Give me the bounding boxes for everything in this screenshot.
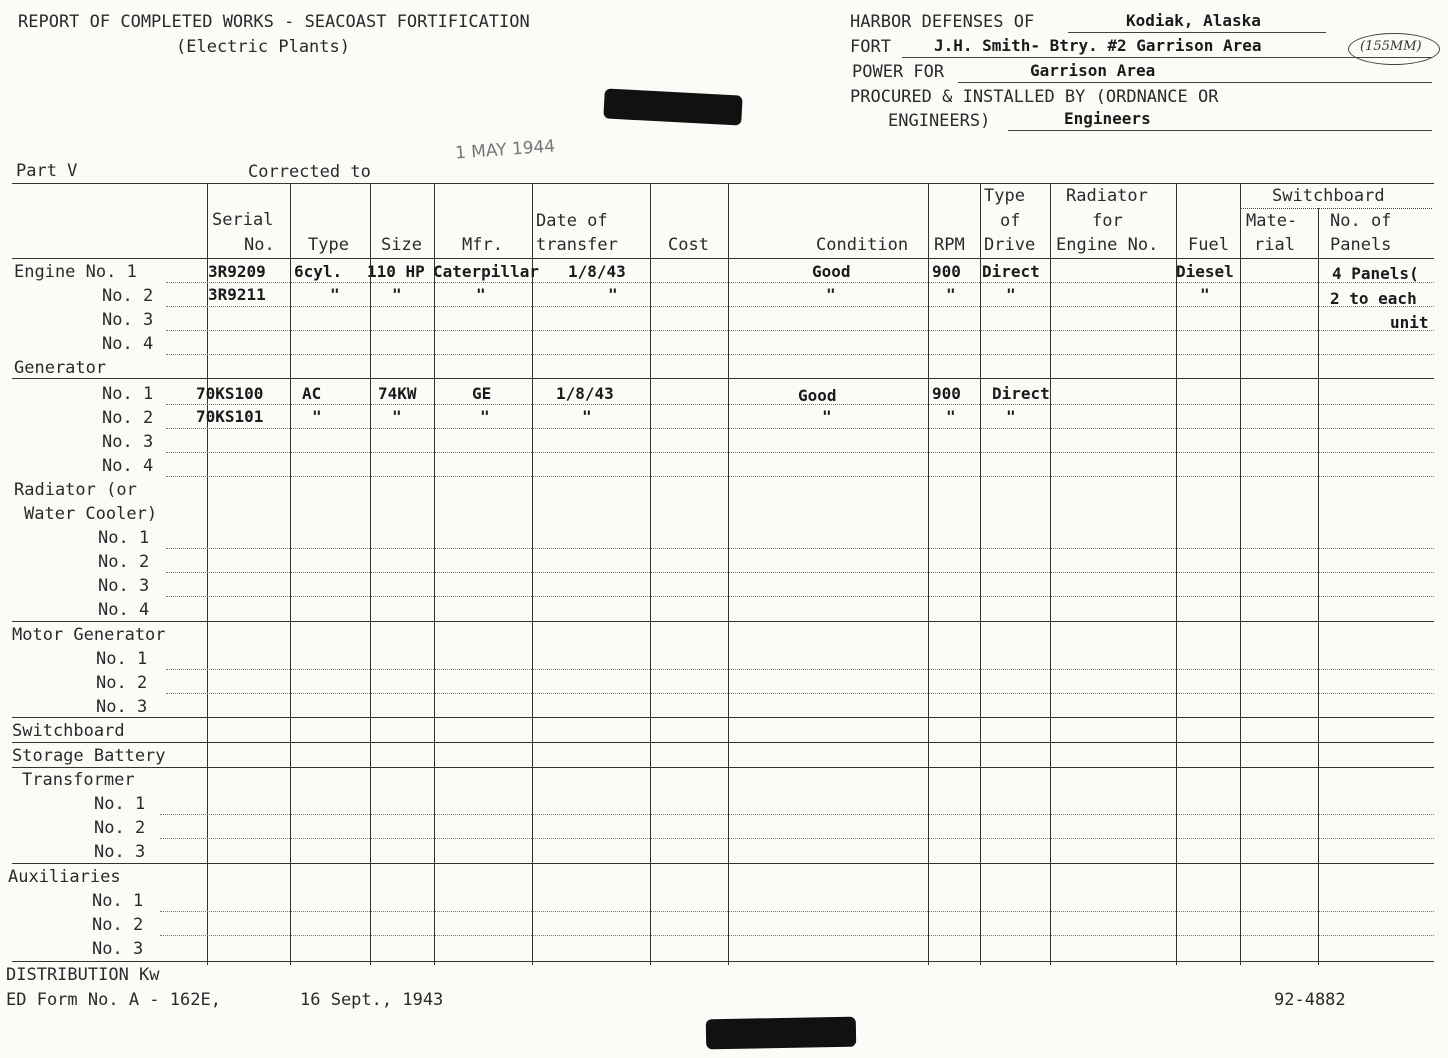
- header-serial-no: No.: [244, 235, 275, 255]
- document-number: 92-4882: [1274, 990, 1346, 1010]
- section-divider: [12, 621, 1434, 622]
- harbor-label: HARBOR DEFENSES OF: [850, 12, 1035, 32]
- header-drive-3: Drive: [984, 235, 1036, 255]
- section-divider: [12, 717, 1434, 718]
- ditto-mark: ": [582, 407, 592, 426]
- ditto-mark: ": [946, 407, 956, 426]
- row-motor-generator: Motor Generator: [12, 625, 166, 645]
- procured-label-2: ENGINEERS): [888, 111, 991, 131]
- section-divider: [12, 863, 1434, 864]
- col-cost-divider: [650, 183, 651, 965]
- row-switchboard: Switchboard: [12, 721, 125, 741]
- date-stamp: 1 MAY 1944: [454, 136, 556, 164]
- row-gen-1: No. 1: [102, 384, 154, 404]
- header-panels-1: No. of: [1330, 211, 1392, 231]
- row-engine-4: No. 4: [102, 334, 154, 354]
- col-drive-divider: [980, 183, 981, 965]
- row-gen-3: No. 3: [102, 432, 154, 452]
- report-title: REPORT OF COMPLETED WORKS - SEACOAST FORTIFICATION: [18, 12, 530, 32]
- row-transformer: Transformer: [22, 770, 135, 790]
- gen1-size: 74KW: [378, 384, 417, 403]
- header-radiator-1: Radiator: [1066, 186, 1148, 206]
- engine-panels-3: unit: [1390, 313, 1429, 332]
- gen1-type: AC: [302, 384, 322, 403]
- gen2-serial: 70KS101: [196, 407, 264, 426]
- engine1-type: 6cyl.: [294, 262, 343, 281]
- report-subtitle: (Electric Plants): [176, 37, 350, 57]
- header-cost: Cost: [668, 235, 709, 255]
- header-type: Type: [308, 235, 349, 255]
- header-switchboard: Switchboard: [1272, 186, 1385, 206]
- fort-annotation: (155MM): [1360, 39, 1422, 54]
- engine1-drive: Direct: [982, 262, 1040, 281]
- procured-underline: [1008, 130, 1432, 131]
- row-rad-1: No. 1: [98, 528, 150, 548]
- power-label: POWER FOR: [852, 62, 945, 82]
- header-mfr: Mfr.: [462, 235, 503, 255]
- row-aux-3: No. 3: [92, 939, 144, 959]
- header-material-2: rial: [1254, 235, 1295, 255]
- col-fuel-divider: [1176, 183, 1177, 965]
- switchboard-subheader-line: [1240, 208, 1432, 209]
- row-gen-2: No. 2: [102, 408, 154, 428]
- part-label: Part V: [16, 161, 78, 181]
- form-date: 16 Sept., 1943: [300, 990, 444, 1010]
- col-panels-divider: [1318, 208, 1319, 965]
- gen1-serial: 70KS100: [196, 384, 264, 403]
- ditto-mark: ": [1006, 285, 1016, 304]
- row-generator: Generator: [14, 358, 107, 378]
- ditto-mark: ": [1200, 285, 1210, 304]
- dotline: [160, 838, 1434, 839]
- engine1-condition: Good: [812, 262, 851, 281]
- gen1-rpm: 900: [932, 384, 961, 403]
- section-divider: [12, 378, 1434, 379]
- row-mg-1: No. 1: [96, 649, 148, 669]
- ditto-mark: ": [476, 285, 486, 304]
- fort-underline: [902, 57, 1432, 58]
- classification-redaction-top: [603, 88, 742, 125]
- engine1-mfr: Caterpillar: [433, 262, 539, 281]
- row-tr-2: No. 2: [94, 818, 146, 838]
- row-storage-battery: Storage Battery: [12, 746, 166, 766]
- dotline: [166, 330, 1434, 331]
- engine1-size: 110 HP: [367, 262, 425, 281]
- header-material-1: Mate-: [1246, 211, 1298, 231]
- dotline: [166, 306, 1434, 307]
- col-date-divider: [532, 183, 533, 965]
- engine1-fuel: Diesel: [1176, 262, 1234, 281]
- dotline: [160, 911, 1434, 912]
- row-gen-4: No. 4: [102, 456, 154, 476]
- dotline: [160, 814, 1434, 815]
- ditto-mark: ": [946, 285, 956, 304]
- dotline: [166, 572, 1434, 573]
- header-size: Size: [381, 235, 422, 255]
- gen1-condition: Good: [798, 386, 837, 405]
- row-auxiliaries: Auxiliaries: [8, 867, 121, 887]
- col-condition-divider: [728, 183, 729, 965]
- row-mg-2: No. 2: [96, 673, 148, 693]
- header-drive-1: Type: [984, 186, 1025, 206]
- row-engine-2: No. 2: [102, 286, 154, 306]
- gen1-drive: Direct: [992, 384, 1050, 403]
- harbor-value: Kodiak, Alaska: [1126, 11, 1261, 30]
- fort-value: J.H. Smith- Btry. #2 Garrison Area: [934, 36, 1262, 55]
- procured-value: Engineers: [1064, 109, 1151, 128]
- dotline: [166, 428, 1434, 429]
- row-mg-3: No. 3: [96, 697, 148, 717]
- dotline: [166, 476, 1434, 477]
- section-divider: [12, 742, 1434, 743]
- engine-panels-1: 4 Panels(: [1332, 264, 1419, 283]
- header-fuel: Fuel: [1188, 235, 1229, 255]
- row-rad-2: No. 2: [98, 552, 150, 572]
- section-divider: [12, 767, 1434, 768]
- row-radiator-2: Water Cooler): [24, 504, 158, 524]
- engine1-date: 1/8/43: [568, 262, 626, 281]
- row-rad-3: No. 3: [98, 576, 150, 596]
- header-radiator-2: for: [1092, 211, 1123, 231]
- header-radiator-3: Engine No.: [1056, 235, 1159, 255]
- gen1-mfr: GE: [472, 384, 492, 403]
- ditto-mark: ": [330, 285, 340, 304]
- power-underline: [958, 82, 1432, 83]
- form-number: ED Form No. A - 162E,: [6, 990, 221, 1010]
- ditto-mark: ": [480, 407, 490, 426]
- harbor-underline: [1068, 32, 1326, 33]
- ditto-mark: ": [1006, 407, 1016, 426]
- row-aux-2: No. 2: [92, 915, 144, 935]
- engine1-rpm: 900: [932, 262, 961, 281]
- ditto-mark: ": [822, 407, 832, 426]
- engine2-serial: 3R9211: [208, 285, 266, 304]
- dotline: [166, 452, 1434, 453]
- corrected-label: Corrected to: [248, 162, 371, 182]
- distribution-label: DISTRIBUTION Kw: [6, 965, 160, 985]
- col-mfr-divider: [434, 183, 435, 965]
- row-tr-3: No. 3: [94, 842, 146, 862]
- header-date-of: Date of: [536, 211, 608, 231]
- classification-redaction-bottom: [706, 1017, 857, 1050]
- ditto-mark: ": [392, 285, 402, 304]
- header-drive-2: of: [1000, 211, 1021, 231]
- row-rad-4: No. 4: [98, 600, 150, 620]
- col-material-divider: [1240, 183, 1241, 965]
- table-top-border: [12, 183, 1434, 184]
- row-engine-1: Engine No. 1: [14, 262, 137, 282]
- dotline: [166, 282, 1434, 283]
- col-size-divider: [370, 183, 371, 965]
- row-tr-1: No. 1: [94, 794, 146, 814]
- dotline: [166, 596, 1434, 597]
- ditto-mark: ": [392, 407, 402, 426]
- ditto-mark: ": [826, 285, 836, 304]
- header-transfer: transfer: [536, 235, 618, 255]
- engine1-serial: 3R9209: [208, 262, 266, 281]
- ditto-mark: ": [608, 285, 618, 304]
- table-bottom-border: [12, 961, 1434, 962]
- gen1-date: 1/8/43: [556, 384, 614, 403]
- header-serial: Serial: [212, 210, 274, 230]
- engine-panels-2: 2 to each: [1330, 289, 1417, 308]
- header-panels-2: Panels: [1330, 235, 1392, 255]
- header-rpm: RPM: [934, 235, 965, 255]
- fort-label: FORT: [850, 37, 891, 57]
- col-type-divider: [290, 183, 291, 965]
- col-rpm-divider: [928, 183, 929, 965]
- dotline: [166, 669, 1434, 670]
- ditto-mark: ": [312, 407, 322, 426]
- row-engine-3: No. 3: [102, 310, 154, 330]
- row-aux-1: No. 1: [92, 891, 144, 911]
- row-radiator-1: Radiator (or: [14, 480, 137, 500]
- dotline: [160, 935, 1434, 936]
- header-condition: Condition: [816, 235, 909, 255]
- dotline: [166, 354, 1434, 355]
- header-bottom-border: [12, 258, 1434, 259]
- dotline: [166, 693, 1434, 694]
- procured-label: PROCURED & INSTALLED BY (ORDNANCE OR: [850, 87, 1219, 107]
- power-value: Garrison Area: [1030, 61, 1156, 80]
- dotline: [166, 548, 1434, 549]
- col-radiator-divider: [1050, 183, 1051, 965]
